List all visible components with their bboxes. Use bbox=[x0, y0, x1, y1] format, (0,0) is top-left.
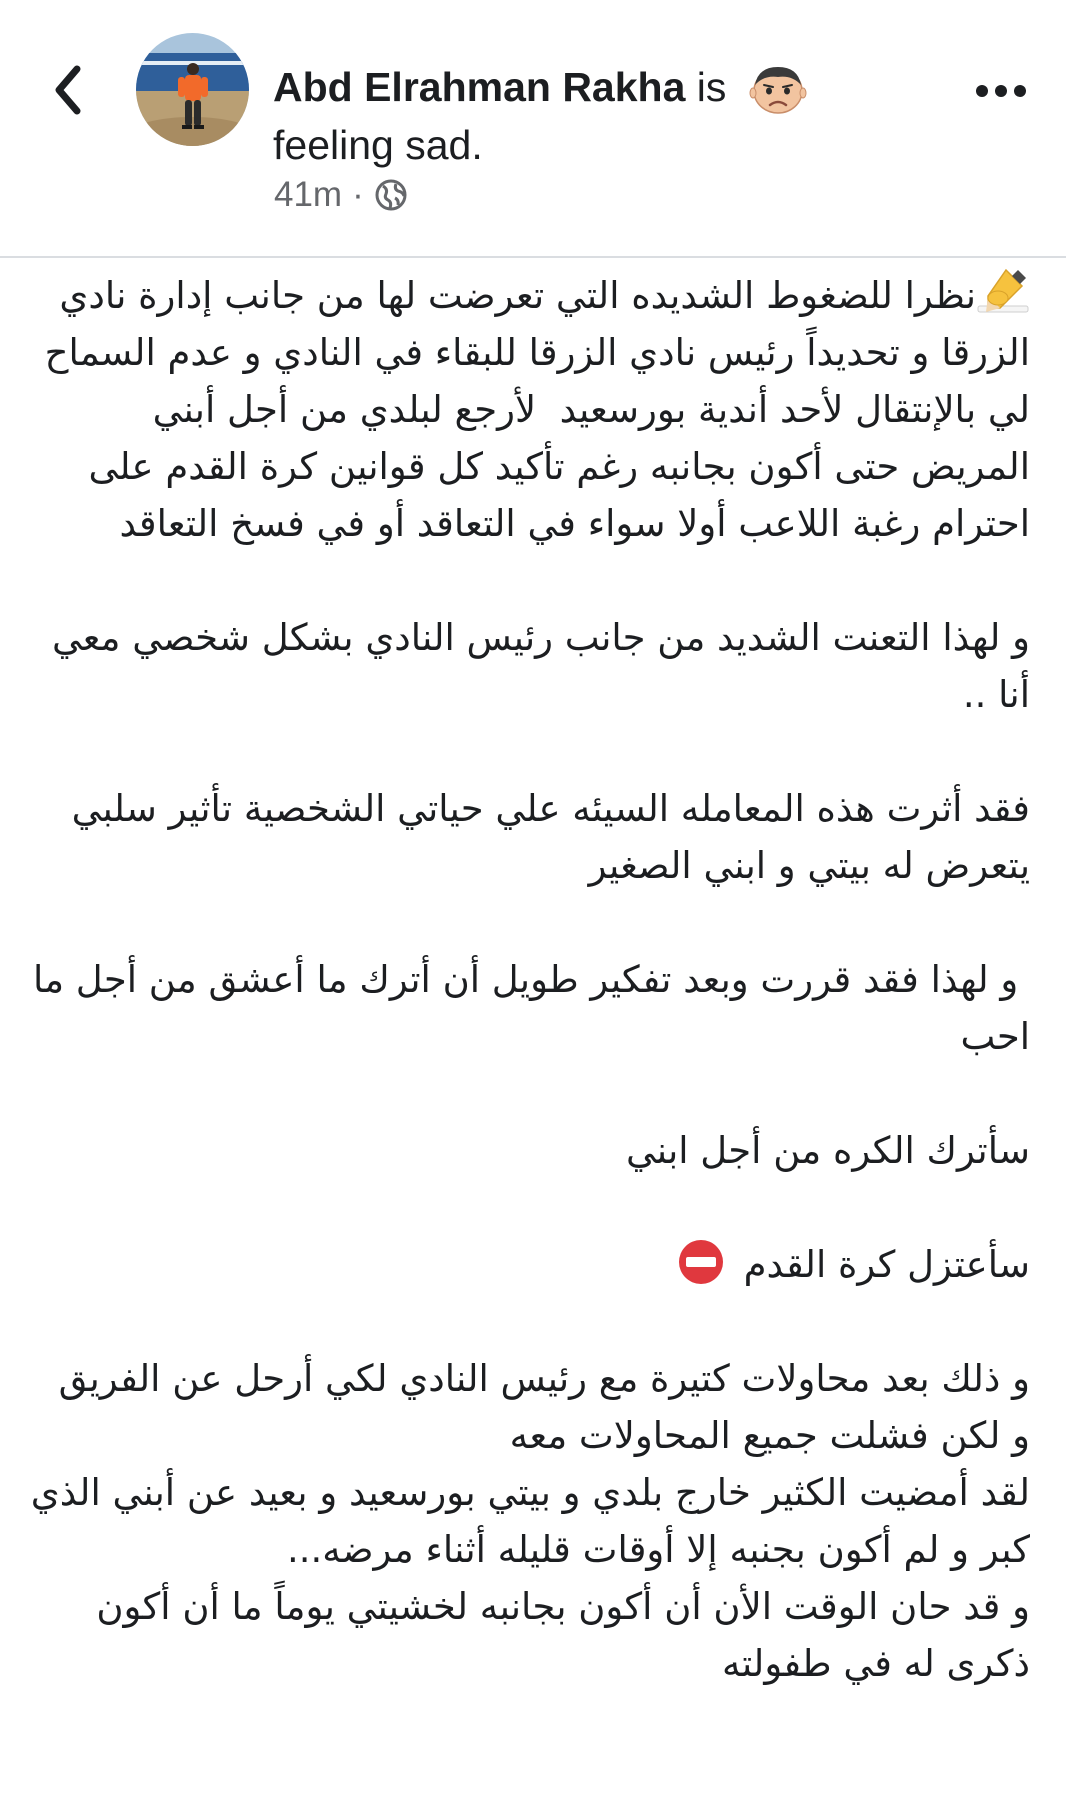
more-options-button[interactable] bbox=[966, 66, 1036, 116]
header-divider bbox=[0, 256, 1066, 258]
back-button[interactable] bbox=[38, 55, 98, 125]
post-paragraph-7: و ذلك بعد محاولات كتيرة مع رئيس النادي لكي أرحل عن الفريق و لكن فشلت جميع المحاولات معه لقد أمضيت الكثير خارج بلدي و بيتي بورسعيد و بعيد عن أبني الذي كبر و لم أكون بجنبه إلا أوقات قليله أثناء مرضه... و قد حان الوقت الأن أن أكون بجانبه لخشيتي يوماً ما أن أكون ذكرى له في طفولته bbox=[30, 1357, 1030, 1685]
post-paragraph-1 bbox=[30, 266, 1030, 552]
post-paragraph-4: و لهذا فقد قررت وبعد تفكير طويل أن أترك ما أعشق من أجل ما احب bbox=[21, 958, 1030, 1058]
paragraph-text: سأعتزل كرة القدم bbox=[743, 1243, 1030, 1286]
post-time[interactable]: 41m bbox=[274, 175, 343, 214]
post-paragraph-5: سأترك الكره من أجل ابني bbox=[625, 1129, 1030, 1172]
no-entry-emoji-icon bbox=[676, 1237, 726, 1287]
post-paragraph-2: و لهذا التعنت الشديد من جانب رئيس النادي بشكل شخصي معي أنا .. bbox=[40, 616, 1030, 716]
post-body bbox=[21, 266, 1030, 1786]
author-name[interactable]: Abd Elrahman Rakha bbox=[273, 64, 686, 110]
author-feeling-line bbox=[273, 58, 833, 174]
post-paragraph-6 bbox=[30, 1236, 1030, 1293]
feeling-prefix: is bbox=[685, 64, 738, 110]
paragraph-text: نظرا للضغوط الشديده التي تعرضت لها من جانب إدارة نادي الزرقا و تحديداً رئيس نادي الزرقا للبقاء في النادي و عدم السماح لي بالإنتقال لأحد أندية بورسعيد لأرجع لبلدي من أجل أبني المريض حتى أكون بجانبه رغم تأكيد كل قوانين كرة القدم على احترام رغبة اللاعب أولا سواء في التعاقد أو في فسخ التعاقد bbox=[32, 274, 1030, 545]
feeling-text[interactable]: feeling sad. bbox=[273, 122, 483, 168]
meta-separator: · bbox=[352, 175, 364, 214]
sad-face-emoji-icon bbox=[748, 63, 808, 115]
avatar[interactable] bbox=[136, 33, 249, 146]
ellipsis-icon bbox=[975, 84, 1027, 98]
writing-hand-emoji-icon bbox=[976, 266, 1030, 316]
post-paragraph-3: فقد أثرت هذه المعامله السيئه علي حياتي الشخصية تأثير سلبي يتعرض له بيتي و ابني الصغير bbox=[59, 787, 1030, 887]
post-header bbox=[0, 0, 1066, 258]
post-meta bbox=[274, 172, 408, 218]
chevron-left-icon bbox=[51, 65, 85, 115]
globe-icon[interactable] bbox=[374, 178, 408, 212]
